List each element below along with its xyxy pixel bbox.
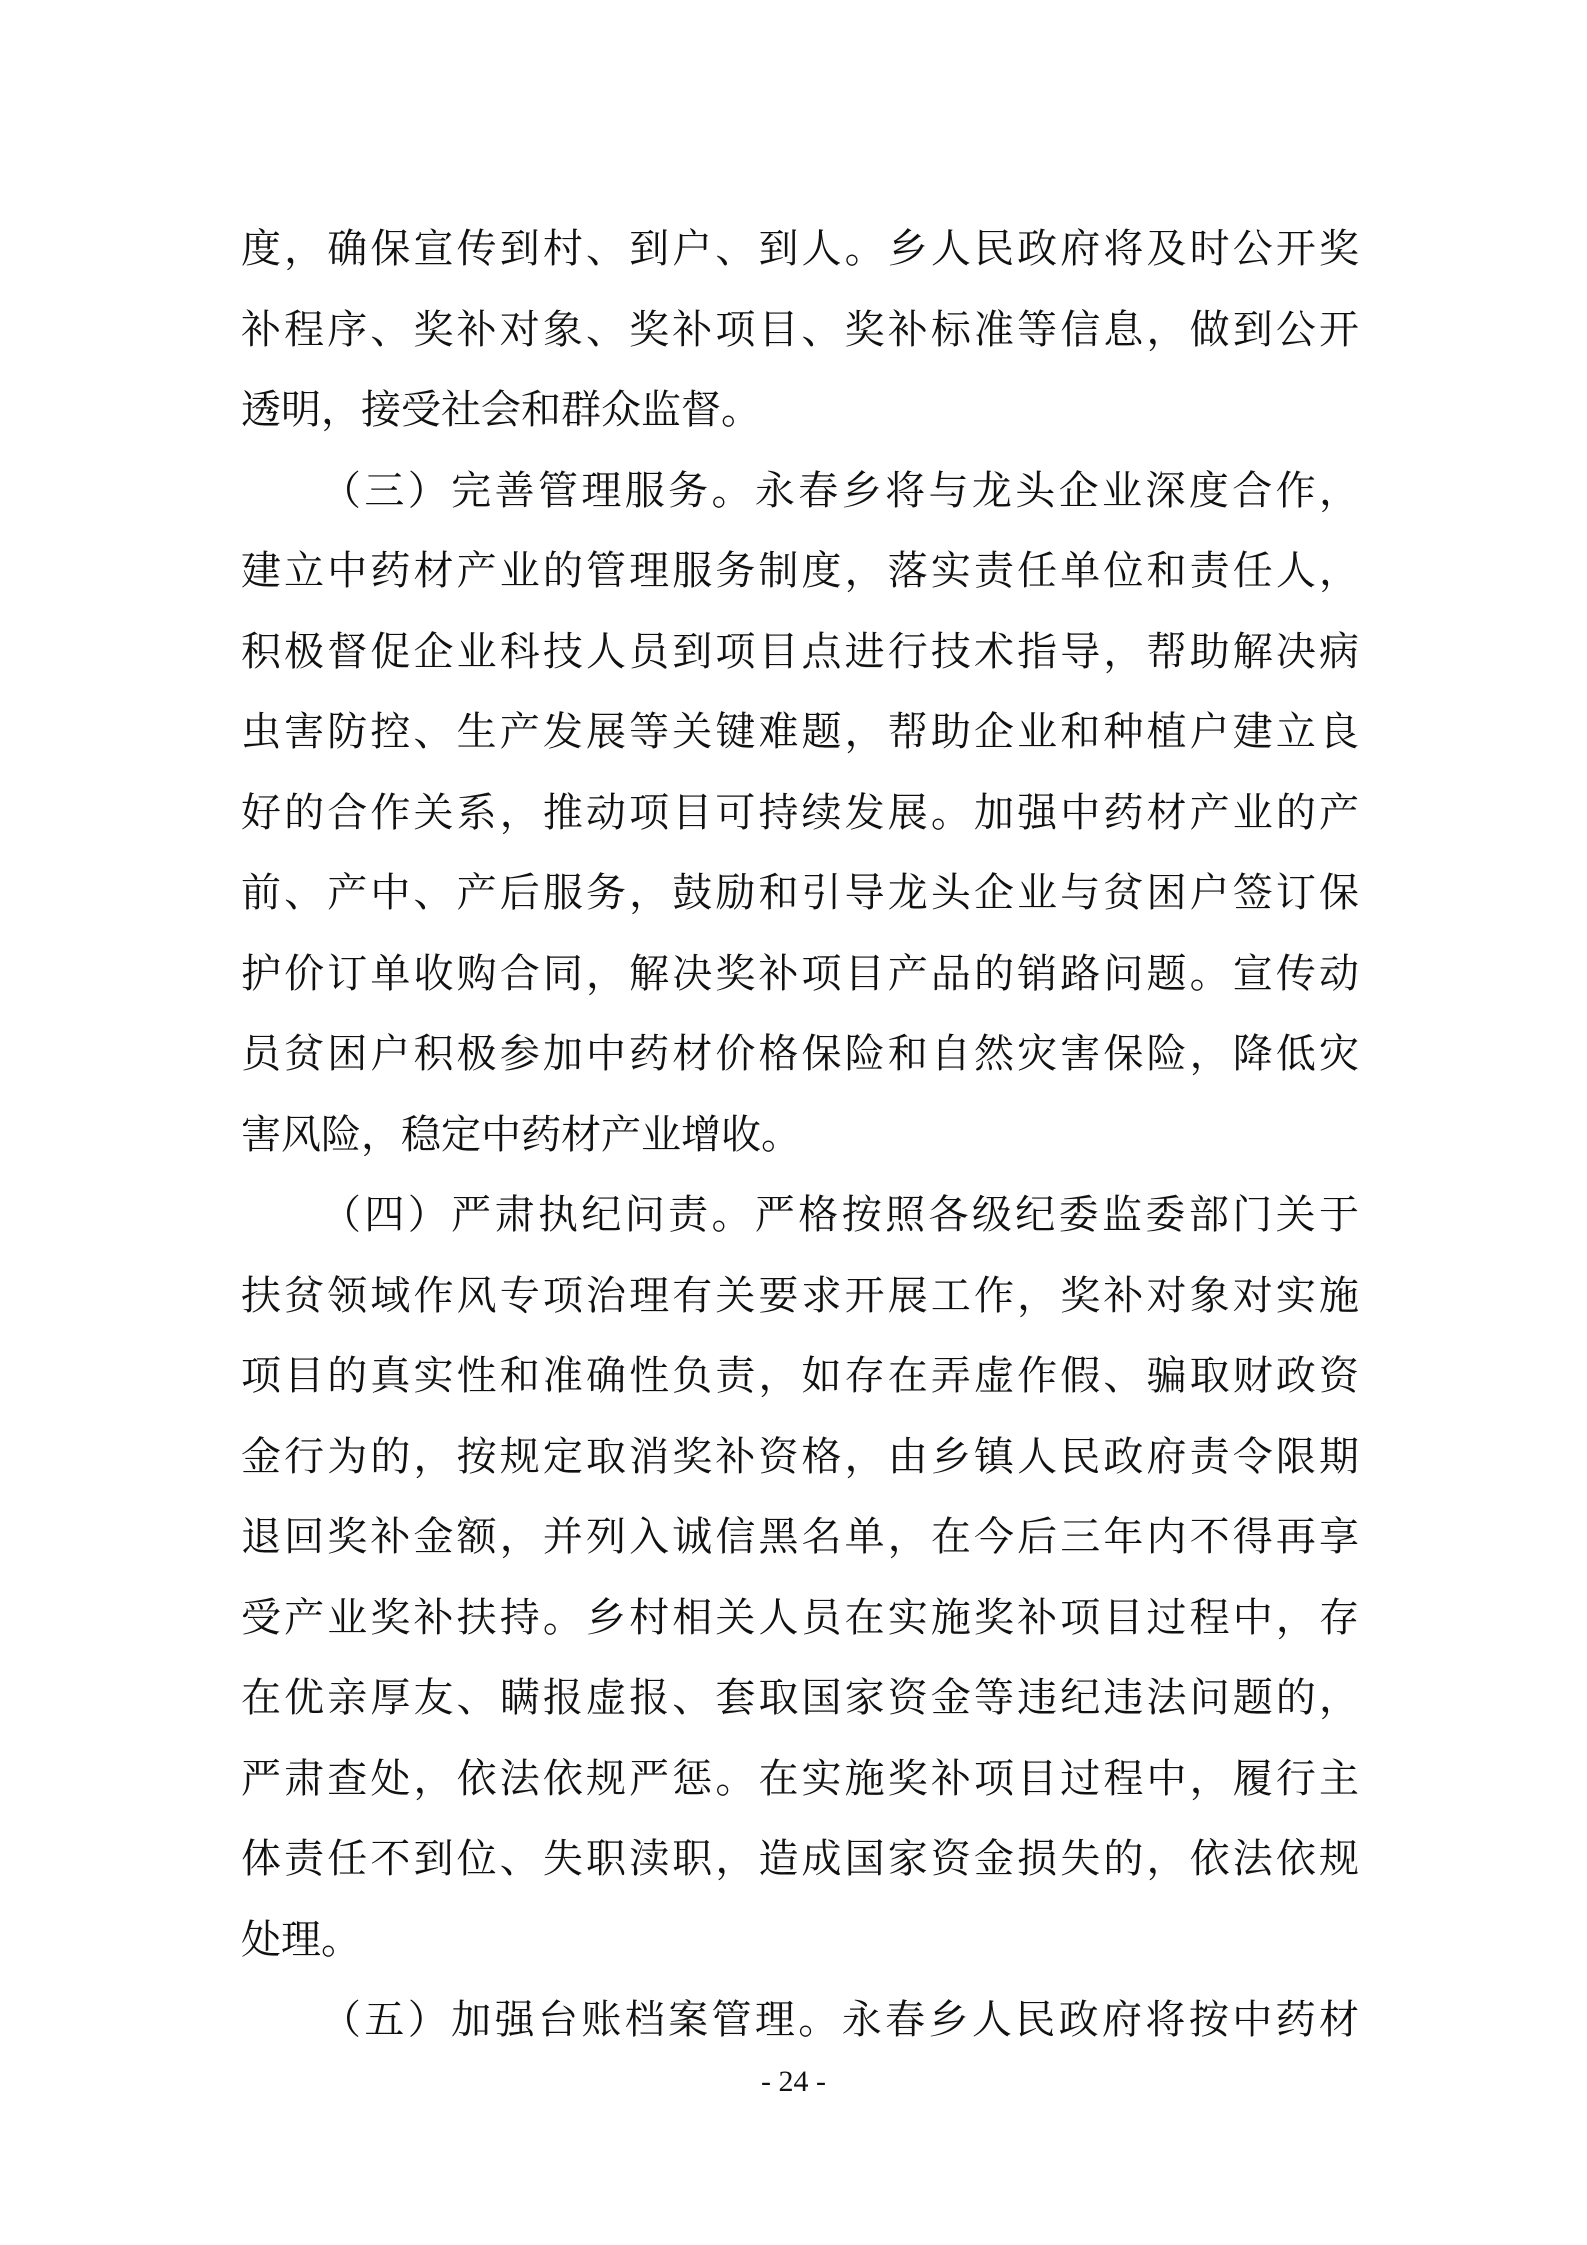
text-line: 好的合作关系，推动项目可持续发展。加强中药材产业的产 <box>241 789 1359 836</box>
text-line: 严肃查处，依法依规严惩。在实施奖补项目过程中，履行主 <box>241 1755 1359 1802</box>
text-line: 积极督促企业科技人员到项目点进行技术指导，帮助解决病 <box>241 628 1359 675</box>
section-heading-line: （五）加强台账档案管理。永春乡人民政府将按中药材 <box>321 1997 1359 2043</box>
text-line: 体责任不到位、失职渎职，造成国家资金损失的，依法依规 <box>241 1836 1359 1882</box>
text-line: 处理。 <box>241 1916 361 1963</box>
text-line: 前、产中、产后服务，鼓励和引导龙头企业与贫困户签订保 <box>241 870 1359 916</box>
body-text <box>241 209 1359 2061</box>
text-line: 建立中药材产业的管理服务制度，落实责任单位和责任人， <box>241 548 1359 594</box>
text-line: 在优亲厚友、瞒报虚报、套取国家资金等违纪违法问题的， <box>241 1675 1359 1721</box>
text-line: 扶贫领域作风专项治理有关要求开展工作，奖补对象对实施 <box>241 1272 1359 1319</box>
text-line: 补程序、奖补对象、奖补项目、奖补标准等信息，做到公开 <box>241 306 1359 353</box>
text-line: 项目的真实性和准确性负责，如存在弄虚作假、骗取财政资 <box>241 1353 1359 1399</box>
section-heading-line: （四）严肃执纪问责。严格按照各级纪委监委部门关于 <box>321 1192 1359 1238</box>
text-line: 受产业奖补扶持。乡村相关人员在实施奖补项目过程中，存 <box>241 1594 1359 1641</box>
text-line: 害风险，稳定中药材产业增收。 <box>241 1111 801 1158</box>
section-heading-line: （三）完善管理服务。永春乡将与龙头企业深度合作， <box>321 467 1359 514</box>
text-line: 金行为的，按规定取消奖补资格，由乡镇人民政府责令限期 <box>241 1433 1359 1480</box>
page-number: - 24 - <box>761 2065 826 2098</box>
text-line: 员贫困户积极参加中药材价格保险和自然灾害保险，降低灾 <box>241 1031 1359 1077</box>
text-line: 护价订单收购合同，解决奖补项目产品的销路问题。宣传动 <box>241 950 1359 997</box>
text-line: 度，确保宣传到村、到户、到人。乡人民政府将及时公开奖 <box>241 226 1359 272</box>
text-line: 虫害防控、生产发展等关键难题，帮助企业和种植户建立良 <box>241 709 1359 755</box>
text-line: 透明，接受社会和群众监督。 <box>241 387 761 433</box>
text-line: 退回奖补金额，并列入诚信黑名单，在今后三年内不得再享 <box>241 1514 1359 1560</box>
